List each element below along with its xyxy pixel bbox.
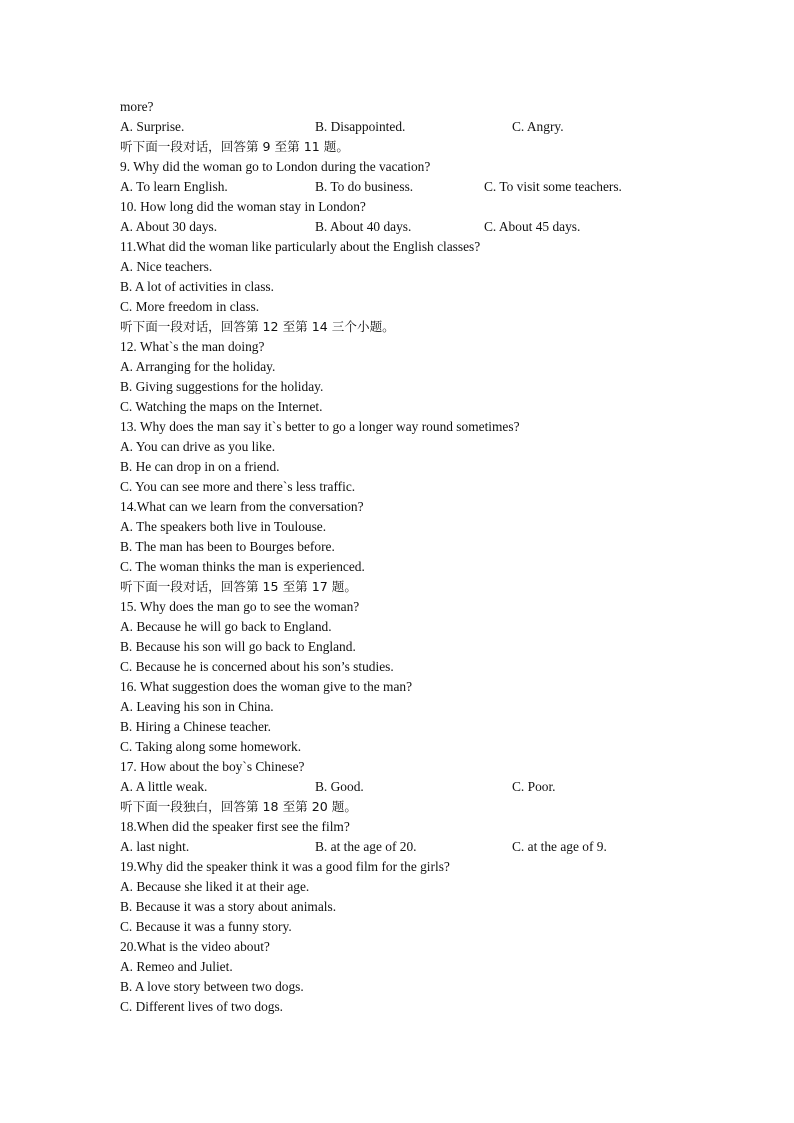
text-line: C. Watching the maps on the Internet. (120, 399, 323, 414)
answer-option: C. Poor. (512, 779, 556, 794)
section-instruction: 听下面一段对话，回答第 12 至第 14 三个小题。 (120, 319, 395, 334)
text-line: 16. What suggestion does the woman give to the man? (120, 679, 413, 694)
answer-option: A. About 30 days. (120, 219, 218, 234)
text-line: B. Hiring a Chinese teacher. (120, 719, 271, 734)
answer-option: C. Angry. (512, 119, 564, 134)
text-line: A. You can drive as you like. (120, 439, 276, 454)
text-line: C. The woman thinks the man is experienced. (120, 559, 365, 574)
text-line: 11.What did the woman like particularly about the English classes? (120, 239, 481, 254)
text-line: 15. Why does the man go to see the woman? (120, 599, 360, 614)
answer-option: C. To visit some teachers. (484, 179, 622, 194)
answer-option: C. at the age of 9. (512, 839, 607, 854)
text-line: more? (120, 99, 154, 114)
text-line: 17. How about the boy`s Chinese? (120, 759, 305, 774)
text-line: B. A love story between two dogs. (120, 979, 304, 994)
answer-option: B. Disappointed. (315, 119, 406, 134)
answer-options-row (120, 217, 740, 237)
answer-option: C. About 45 days. (484, 219, 581, 234)
text-line: B. The man has been to Bourges before. (120, 539, 335, 554)
text-line: 20.What is the video about? (120, 939, 270, 954)
text-line: 13. Why does the man say it`s better to go a longer way round sometimes? (120, 419, 520, 434)
answer-option: A. To learn English. (120, 179, 228, 194)
text-line: C. Because he is concerned about his son’s studies. (120, 659, 394, 674)
answer-options-row (120, 177, 740, 197)
answer-options-row (120, 777, 740, 797)
text-line: C. Because it was a funny story. (120, 919, 292, 934)
text-line: C. More freedom in class. (120, 299, 260, 314)
text-line: A. Remeo and Juliet. (120, 959, 233, 974)
section-instruction: 听下面一段对话，回答第 9 至第 11 题。 (120, 139, 349, 154)
text-line: 9. Why did the woman go to London during the vacation? (120, 159, 431, 174)
text-line: C. Taking along some homework. (120, 739, 302, 754)
text-line: B. Because his son will go back to England. (120, 639, 356, 654)
answer-options-row (120, 837, 740, 857)
answer-option: B. at the age of 20. (315, 839, 417, 854)
section-instruction: 听下面一段独白，回答第 18 至第 20 题。 (120, 799, 357, 814)
answer-options-row (120, 117, 740, 137)
exam-questions (120, 97, 740, 1017)
text-line: B. A lot of activities in class. (120, 279, 274, 294)
answer-option: B. To do business. (315, 179, 414, 194)
answer-option: B. About 40 days. (315, 219, 412, 234)
text-line: A. Because she liked it at their age. (120, 879, 310, 894)
text-line: C. You can see more and there`s less traffic. (120, 479, 356, 494)
text-line: B. Giving suggestions for the holiday. (120, 379, 324, 394)
text-line: A. Because he will go back to England. (120, 619, 332, 634)
text-line: B. He can drop in on a friend. (120, 459, 280, 474)
section-instruction: 听下面一段对话，回答第 15 至第 17 题。 (120, 579, 357, 594)
text-line: 18.When did the speaker first see the film? (120, 819, 350, 834)
text-line: 12. What`s the man doing? (120, 339, 265, 354)
text-line: 10. How long did the woman stay in London? (120, 199, 366, 214)
answer-option: A. Surprise. (120, 119, 185, 134)
text-line: A. The speakers both live in Toulouse. (120, 519, 327, 534)
text-line: B. Because it was a story about animals. (120, 899, 337, 914)
text-line: A. Nice teachers. (120, 259, 213, 274)
text-line: A. Leaving his son in China. (120, 699, 274, 714)
answer-option: B. Good. (315, 779, 364, 794)
text-line: A. Arranging for the holiday. (120, 359, 276, 374)
text-line: 19.Why did the speaker think it was a good film for the girls? (120, 859, 450, 874)
text-line: 14.What can we learn from the conversation? (120, 499, 364, 514)
text-line: C. Different lives of two dogs. (120, 999, 284, 1014)
answer-option: A. last night. (120, 839, 190, 854)
answer-option: A. A little weak. (120, 779, 208, 794)
